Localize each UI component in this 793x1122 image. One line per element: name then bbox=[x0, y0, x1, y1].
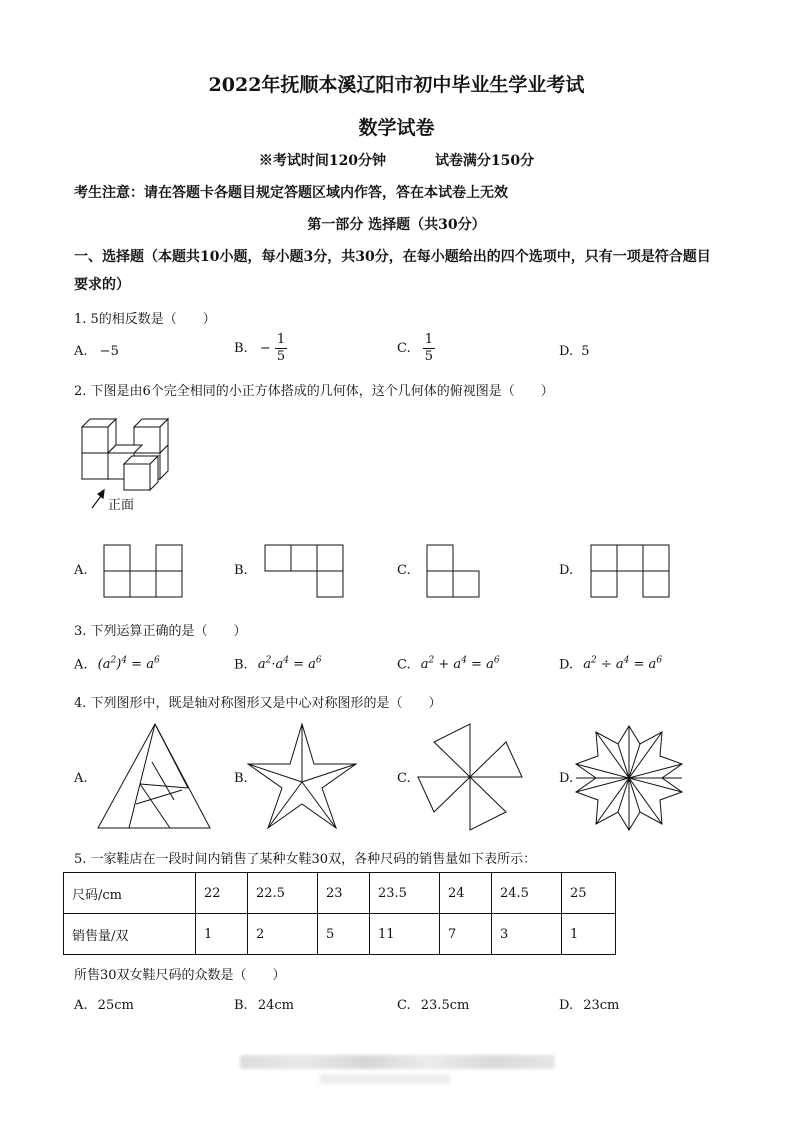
fraction bbox=[275, 332, 287, 365]
table-cell: 1 bbox=[562, 914, 616, 955]
q3-option-b[interactable] bbox=[234, 656, 322, 672]
table-cell: 22 bbox=[196, 873, 248, 914]
denominator: 5 bbox=[424, 349, 434, 364]
q3-d-expression: $a^2 \div a^4 = a^6$ bbox=[583, 656, 663, 673]
numerator: 1 bbox=[424, 332, 434, 347]
option-label: B. bbox=[234, 771, 248, 786]
blurred-watermark-line bbox=[320, 1074, 450, 1084]
fraction bbox=[423, 332, 435, 365]
table-cell: 24.5 bbox=[492, 873, 562, 914]
q4-option-c[interactable] bbox=[397, 771, 411, 786]
row-header: 销售量/双 bbox=[64, 914, 196, 955]
q4-option-a[interactable] bbox=[74, 771, 88, 786]
row-header: 尺码/cm bbox=[64, 873, 196, 914]
q3-c-expression: $a^2 + a^4 = a^6$ bbox=[420, 656, 500, 673]
option-label: D. bbox=[559, 998, 574, 1013]
front-label: 正面 bbox=[108, 498, 135, 513]
table-cell: 7 bbox=[440, 914, 492, 955]
q1-option-c[interactable] bbox=[397, 332, 435, 365]
q1-stem: 1. 5的相反数是（ ） bbox=[74, 312, 216, 327]
q3-b-expression: $a^2\cdot a^4 = a^6$ bbox=[257, 656, 322, 673]
table-cell: 5 bbox=[318, 914, 370, 955]
option-label: B. bbox=[234, 341, 248, 356]
table-cell: 23.5 bbox=[370, 873, 440, 914]
table-cell: 24 bbox=[440, 873, 492, 914]
q2-option-d[interactable] bbox=[559, 563, 573, 578]
table-cell: 2 bbox=[248, 914, 318, 955]
exam-title: 2022年抚顺本溪辽阳市初中毕业生学业考试 bbox=[208, 74, 585, 96]
option-label: C. bbox=[397, 657, 411, 673]
option-label: C. bbox=[397, 771, 411, 786]
q5-question: 所售30双女鞋尺码的众数是（ ） bbox=[74, 968, 286, 983]
shoe-size-table bbox=[63, 872, 616, 955]
part-heading: 第一部分 选择题（共30分） bbox=[307, 217, 486, 233]
option-label: D. bbox=[559, 344, 574, 359]
option-label: C. bbox=[397, 998, 411, 1013]
option-label: D. bbox=[559, 563, 574, 578]
denominator: 5 bbox=[276, 349, 286, 364]
q2-b-figure bbox=[264, 544, 344, 598]
q2-d-figure bbox=[590, 544, 670, 598]
option-label: B. bbox=[234, 998, 248, 1013]
option-text: 25cm bbox=[97, 998, 134, 1013]
option-label: A. bbox=[74, 998, 88, 1013]
table-cell: 1 bbox=[196, 914, 248, 955]
option-text: 23.5cm bbox=[420, 998, 470, 1013]
option-text: 23cm bbox=[583, 998, 620, 1013]
numerator: 1 bbox=[276, 332, 286, 347]
q2-option-b[interactable] bbox=[234, 563, 248, 578]
q5-option-c[interactable] bbox=[397, 998, 469, 1013]
q2-option-c[interactable] bbox=[397, 563, 411, 578]
q2-a-figure bbox=[103, 544, 183, 598]
q1-option-b[interactable] bbox=[234, 332, 287, 365]
q4-c-figure bbox=[414, 722, 526, 832]
q4-a-figure bbox=[96, 722, 214, 832]
minus-sign: − bbox=[259, 341, 271, 356]
option-text: 5 bbox=[581, 344, 590, 359]
exam-info bbox=[0, 150, 793, 170]
time-info: ※考试时间120分钟 bbox=[258, 153, 387, 169]
table-cell: 23 bbox=[318, 873, 370, 914]
option-label: D. bbox=[559, 657, 574, 673]
table-cell: 22.5 bbox=[248, 873, 318, 914]
table-cell: 11 bbox=[370, 914, 440, 955]
q3-a-expression: $(a^2)^4 = a^6$ bbox=[97, 656, 160, 673]
table-row bbox=[64, 914, 616, 955]
q2-option-a[interactable] bbox=[74, 563, 88, 578]
q1-option-d[interactable] bbox=[559, 344, 590, 359]
q5-option-b[interactable] bbox=[234, 998, 294, 1013]
q2-stem: 2. 下图是由6个完全相同的小正方体搭成的几何体，这个几何体的俯视图是（ ） bbox=[74, 384, 554, 399]
option-label: B. bbox=[234, 657, 248, 673]
q1-option-a[interactable] bbox=[74, 344, 119, 359]
q4-option-d[interactable] bbox=[559, 771, 573, 786]
q4-stem: 4. 下列图形中，既是轴对称图形又是中心对称图形的是（ ） bbox=[74, 696, 442, 711]
option-label: A. bbox=[74, 657, 88, 673]
option-text: −5 bbox=[99, 344, 119, 359]
q3-stem: 3. 下列运算正确的是（ ） bbox=[74, 624, 247, 639]
table-cell: 25 bbox=[562, 873, 616, 914]
option-text: 24cm bbox=[257, 998, 294, 1013]
option-label: A. bbox=[74, 344, 88, 359]
option-label: C. bbox=[397, 563, 411, 578]
q5-stem: 5. 一家鞋店在一段时间内销售了某种女鞋30双，各种尺码的销售量如下表所示： bbox=[74, 852, 537, 867]
exam-subject: 数学试卷 bbox=[358, 117, 435, 139]
option-label: A. bbox=[74, 563, 88, 578]
option-label: D. bbox=[559, 771, 574, 786]
score-info: 试卷满分150分 bbox=[434, 153, 535, 169]
q3-option-d[interactable] bbox=[559, 656, 662, 672]
option-label: A. bbox=[74, 771, 88, 786]
notice: 考生注意：请在答题卡各题目规定答题区域内作答，答在本试卷上无效 bbox=[74, 185, 508, 201]
option-label: B. bbox=[234, 563, 248, 578]
table-cell: 3 bbox=[492, 914, 562, 955]
q4-b-figure bbox=[246, 722, 358, 832]
q3-option-a[interactable] bbox=[74, 656, 160, 672]
q5-option-a[interactable] bbox=[74, 998, 134, 1013]
q2-c-figure bbox=[426, 544, 482, 598]
table-row bbox=[64, 873, 616, 914]
q4-d-figure bbox=[574, 724, 684, 832]
q5-option-d[interactable] bbox=[559, 998, 619, 1013]
q3-option-c[interactable] bbox=[397, 656, 500, 672]
blurred-watermark bbox=[240, 1055, 555, 1069]
section-heading: 一、选择题（本题共10小题，每小题3分，共30分，在每小题给出的四个选项中，只有一项是符合题目要求的） bbox=[74, 249, 711, 293]
option-label: C. bbox=[397, 341, 411, 356]
